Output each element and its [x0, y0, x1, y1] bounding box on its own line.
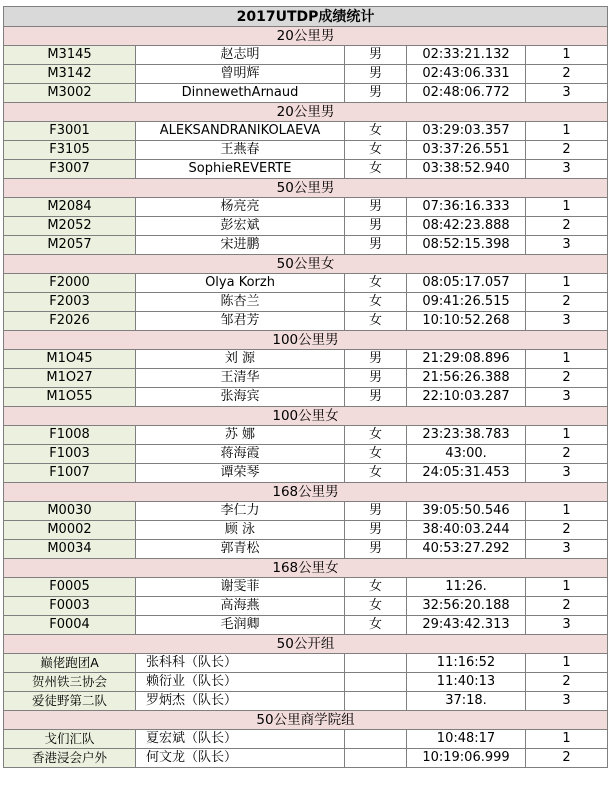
table-row [4, 654, 608, 673]
finish-time-cell: 43:00. [407, 445, 526, 464]
section-header-row [4, 103, 608, 122]
gender-cell: 女 [345, 464, 407, 483]
table-row [4, 198, 608, 217]
runner-name-cell: 刘 源 [136, 350, 345, 369]
bib-number-cell: M1O45 [4, 350, 136, 369]
bib-number-cell: M2084 [4, 198, 136, 217]
bib-number-cell: F3007 [4, 160, 136, 179]
section-heading: 100公里男 [4, 331, 608, 350]
table-row [4, 578, 608, 597]
gender-cell [345, 692, 407, 711]
gender-cell: 女 [345, 274, 407, 293]
leader-name-cell: 何文龙（队长） [136, 749, 345, 768]
gender-cell: 女 [345, 312, 407, 331]
section-header-row [4, 711, 608, 730]
gender-cell [345, 730, 407, 749]
rank-cell: 3 [526, 312, 608, 331]
rank-cell: 3 [526, 160, 608, 179]
gender-cell: 男 [345, 350, 407, 369]
bib-number-cell: M3145 [4, 46, 136, 65]
section-heading: 50公里女 [4, 255, 608, 274]
sheet-title: 2017UTDP成绩统计 [4, 7, 608, 27]
table-row [4, 388, 608, 407]
runner-name-cell: 陈杏兰 [136, 293, 345, 312]
table-row [4, 692, 608, 711]
bib-number-cell: F1008 [4, 426, 136, 445]
rank-cell: 3 [526, 540, 608, 559]
gender-cell: 男 [345, 65, 407, 84]
gender-cell [345, 749, 407, 768]
finish-time-cell: 08:05:17.057 [407, 274, 526, 293]
bib-number-cell: F1003 [4, 445, 136, 464]
rank-cell: 2 [526, 749, 608, 768]
rank-cell: 3 [526, 616, 608, 635]
runner-name-cell: 赵志明 [136, 46, 345, 65]
section-header-row [4, 635, 608, 654]
finish-time-cell: 39:05:50.546 [407, 502, 526, 521]
rank-cell: 2 [526, 217, 608, 236]
finish-time-cell: 02:33:21.132 [407, 46, 526, 65]
finish-time-cell: 02:43:06.331 [407, 65, 526, 84]
rank-cell: 3 [526, 236, 608, 255]
bib-number-cell: M0030 [4, 502, 136, 521]
bib-number-cell: M1O55 [4, 388, 136, 407]
runner-name-cell: 宋进鹏 [136, 236, 345, 255]
table-row [4, 236, 608, 255]
finish-time-cell: 02:48:06.772 [407, 84, 526, 103]
leader-name-cell: 赖衍业（队长） [136, 673, 345, 692]
rank-cell: 1 [526, 730, 608, 749]
team-name-cell: 巅佬跑团A [4, 654, 136, 673]
runner-name-cell: 邹君芳 [136, 312, 345, 331]
bib-number-cell: M3142 [4, 65, 136, 84]
section-header-row [4, 179, 608, 198]
table-row [4, 312, 608, 331]
section-header-row [4, 331, 608, 350]
runner-name-cell: 蒋海霞 [136, 445, 345, 464]
rank-cell: 3 [526, 84, 608, 103]
finish-time-cell: 29:43:42.313 [407, 616, 526, 635]
runner-name-cell: 杨亮亮 [136, 198, 345, 217]
rank-cell: 2 [526, 521, 608, 540]
rank-cell: 1 [526, 426, 608, 445]
gender-cell [345, 654, 407, 673]
rank-cell: 3 [526, 388, 608, 407]
table-row [4, 122, 608, 141]
section-heading: 50公里商学院组 [4, 711, 608, 730]
finish-time-cell: 07:36:16.333 [407, 198, 526, 217]
section-heading: 50公开组 [4, 635, 608, 654]
gender-cell: 女 [345, 597, 407, 616]
bib-number-cell: F0005 [4, 578, 136, 597]
finish-time-cell: 38:40:03.244 [407, 521, 526, 540]
runner-name-cell: 谭荣琴 [136, 464, 345, 483]
table-row [4, 350, 608, 369]
table-row [4, 65, 608, 84]
runner-name-cell: 王清华 [136, 369, 345, 388]
gender-cell: 女 [345, 122, 407, 141]
rank-cell: 2 [526, 369, 608, 388]
finish-time-cell: 37:18. [407, 692, 526, 711]
team-name-cell: 戈们汇队 [4, 730, 136, 749]
finish-time-cell: 22:10:03.287 [407, 388, 526, 407]
leader-name-cell: 夏宏斌（队长） [136, 730, 345, 749]
finish-time-cell: 40:53:27.292 [407, 540, 526, 559]
gender-cell: 男 [345, 388, 407, 407]
rank-cell: 3 [526, 692, 608, 711]
table-row [4, 46, 608, 65]
leader-name-cell: 张科科（队长） [136, 654, 345, 673]
table-row [4, 464, 608, 483]
table-row [4, 217, 608, 236]
gender-cell: 女 [345, 141, 407, 160]
table-row [4, 749, 608, 768]
table-row [4, 426, 608, 445]
table-row [4, 730, 608, 749]
runner-name-cell: 郭青松 [136, 540, 345, 559]
rank-cell: 2 [526, 445, 608, 464]
table-row [4, 673, 608, 692]
runner-name-cell: 高海燕 [136, 597, 345, 616]
table-row [4, 597, 608, 616]
finish-time-cell: 32:56:20.188 [407, 597, 526, 616]
section-heading: 50公里男 [4, 179, 608, 198]
finish-time-cell: 24:05:31.453 [407, 464, 526, 483]
rank-cell: 3 [526, 464, 608, 483]
runner-name-cell: 王燕春 [136, 141, 345, 160]
bib-number-cell: F0004 [4, 616, 136, 635]
bib-number-cell: M1O27 [4, 369, 136, 388]
gender-cell: 男 [345, 502, 407, 521]
bib-number-cell: M3002 [4, 84, 136, 103]
section-header-row [4, 255, 608, 274]
runner-name-cell: 彭宏斌 [136, 217, 345, 236]
finish-time-cell: 10:19:06.999 [407, 749, 526, 768]
rank-cell: 1 [526, 502, 608, 521]
runner-name-cell: 李仁力 [136, 502, 345, 521]
team-name-cell: 香港浸会户外 [4, 749, 136, 768]
rank-cell: 2 [526, 597, 608, 616]
bib-number-cell: F2026 [4, 312, 136, 331]
rank-cell: 1 [526, 350, 608, 369]
rank-cell: 2 [526, 293, 608, 312]
rank-cell: 1 [526, 578, 608, 597]
section-heading: 100公里女 [4, 407, 608, 426]
gender-cell: 女 [345, 426, 407, 445]
section-heading: 20公里男 [4, 103, 608, 122]
runner-name-cell: 曾明辉 [136, 65, 345, 84]
finish-time-cell: 11:16:52 [407, 654, 526, 673]
runner-name-cell: 张海宾 [136, 388, 345, 407]
bib-number-cell: M0002 [4, 521, 136, 540]
runner-name-cell: ALEKSANDRANIKOLAEVA [136, 122, 345, 141]
section-header-row [4, 559, 608, 578]
bib-number-cell: F3001 [4, 122, 136, 141]
gender-cell: 男 [345, 236, 407, 255]
finish-time-cell: 08:42:23.888 [407, 217, 526, 236]
gender-cell: 女 [345, 616, 407, 635]
finish-time-cell: 10:48:17 [407, 730, 526, 749]
gender-cell: 女 [345, 445, 407, 464]
table-row [4, 141, 608, 160]
runner-name-cell: Olya Korzh [136, 274, 345, 293]
section-header-row [4, 483, 608, 502]
runner-name-cell: 苏 娜 [136, 426, 345, 445]
runner-name-cell: 谢雯菲 [136, 578, 345, 597]
results-table [3, 6, 608, 768]
rank-cell: 1 [526, 274, 608, 293]
leader-name-cell: 罗炳杰（队长） [136, 692, 345, 711]
results-sheet [3, 6, 608, 768]
table-row [4, 616, 608, 635]
table-row [4, 540, 608, 559]
rank-cell: 2 [526, 141, 608, 160]
finish-time-cell: 23:23:38.783 [407, 426, 526, 445]
section-heading: 20公里男 [4, 27, 608, 46]
rank-cell: 1 [526, 46, 608, 65]
runner-name-cell: 顾 泳 [136, 521, 345, 540]
finish-time-cell: 03:38:52.940 [407, 160, 526, 179]
gender-cell: 女 [345, 578, 407, 597]
rank-cell: 2 [526, 65, 608, 84]
gender-cell: 男 [345, 540, 407, 559]
gender-cell: 男 [345, 369, 407, 388]
runner-name-cell: 毛润卿 [136, 616, 345, 635]
bib-number-cell: F2000 [4, 274, 136, 293]
gender-cell: 女 [345, 293, 407, 312]
gender-cell: 女 [345, 160, 407, 179]
bib-number-cell: F0003 [4, 597, 136, 616]
finish-time-cell: 03:29:03.357 [407, 122, 526, 141]
bib-number-cell: M2057 [4, 236, 136, 255]
gender-cell: 男 [345, 198, 407, 217]
table-row [4, 274, 608, 293]
finish-time-cell: 21:29:08.896 [407, 350, 526, 369]
title-row [4, 7, 608, 27]
gender-cell: 男 [345, 521, 407, 540]
bib-number-cell: F2003 [4, 293, 136, 312]
finish-time-cell: 09:41:26.515 [407, 293, 526, 312]
finish-time-cell: 21:56:26.388 [407, 369, 526, 388]
bib-number-cell: F1007 [4, 464, 136, 483]
rank-cell: 2 [526, 673, 608, 692]
finish-time-cell: 11:40:13 [407, 673, 526, 692]
bib-number-cell: M2052 [4, 217, 136, 236]
team-name-cell: 贺州铁三协会 [4, 673, 136, 692]
section-heading: 168公里女 [4, 559, 608, 578]
finish-time-cell: 03:37:26.551 [407, 141, 526, 160]
table-row [4, 293, 608, 312]
rank-cell: 1 [526, 122, 608, 141]
team-name-cell: 爱徒野第二队 [4, 692, 136, 711]
table-row [4, 369, 608, 388]
table-row [4, 521, 608, 540]
gender-cell [345, 673, 407, 692]
runner-name-cell: SophieREVERTE [136, 160, 345, 179]
section-header-row [4, 407, 608, 426]
table-row [4, 84, 608, 103]
gender-cell: 男 [345, 46, 407, 65]
rank-cell: 1 [526, 654, 608, 673]
section-header-row [4, 27, 608, 46]
finish-time-cell: 10:10:52.268 [407, 312, 526, 331]
bib-number-cell: F3105 [4, 141, 136, 160]
rank-cell: 1 [526, 198, 608, 217]
runner-name-cell: DinnewethArnaud [136, 84, 345, 103]
table-row [4, 160, 608, 179]
section-heading: 168公里男 [4, 483, 608, 502]
finish-time-cell: 08:52:15.398 [407, 236, 526, 255]
finish-time-cell: 11:26. [407, 578, 526, 597]
gender-cell: 男 [345, 217, 407, 236]
gender-cell: 男 [345, 84, 407, 103]
table-row [4, 445, 608, 464]
table-row [4, 502, 608, 521]
bib-number-cell: M0034 [4, 540, 136, 559]
